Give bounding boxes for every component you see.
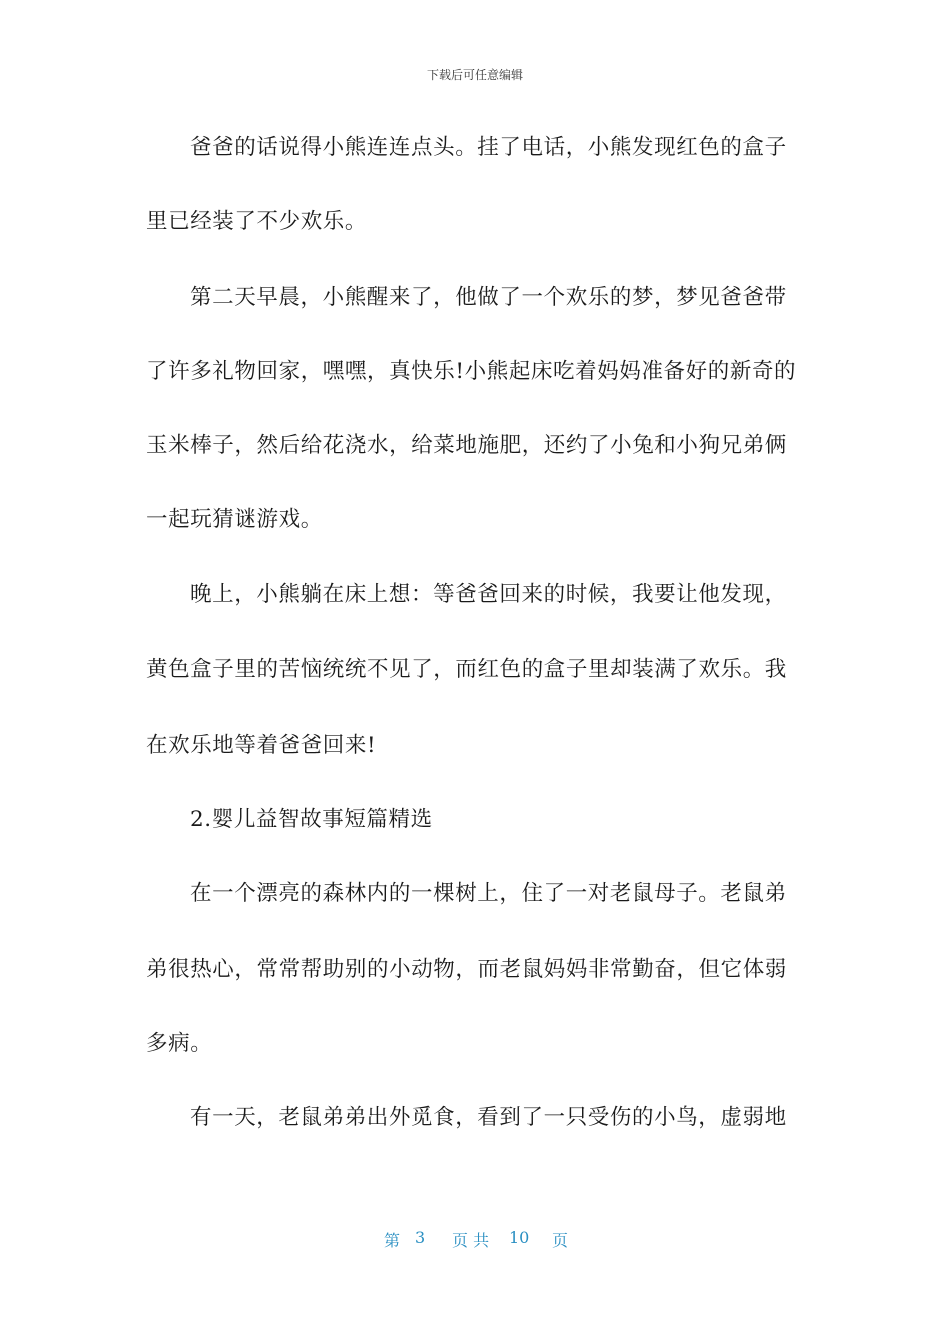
download-note: 下载后可任意编辑	[426, 68, 523, 82]
text-line-12: 弟很热心，常常帮助别的小动物，而老鼠妈妈非常勤奋，但它体弱	[146, 957, 787, 982]
text-line-11: 在一个漂亮的森林内的一棵树上，住了一对老鼠母子。老鼠弟	[190, 881, 787, 906]
text-line-8: 黄色盒子里的苦恼统统不见了，而红色的盒子里却装满了欢乐。我	[146, 657, 787, 682]
footer-ye: 页	[552, 1231, 569, 1250]
footer-di: 第	[384, 1231, 401, 1250]
text-line-2: 里已经装了不少欢乐。	[146, 209, 368, 234]
current-page-number: 3	[415, 1228, 426, 1247]
text-line-1: 爸爸的话说得小熊连连点头。挂了电话，小熊发现红色的盒子	[190, 135, 787, 160]
text-line-9: 在欢乐地等着爸爸回来!	[146, 733, 377, 758]
text-line-6: 一起玩猜谜游戏。	[146, 507, 323, 532]
text-line-3: 第二天早晨，小熊醒来了，他做了一个欢乐的梦，梦见爸爸带	[190, 285, 787, 310]
footer-ye-gong: 页 共	[452, 1231, 490, 1250]
text-line-13: 多病。	[146, 1031, 213, 1056]
text-line-14: 有一天，老鼠弟弟出外觅食，看到了一只受伤的小鸟，虚弱地	[190, 1105, 787, 1130]
text-line-4: 了许多礼物回家，嘿嘿，真快乐!小熊起床吃着妈妈准备好的新奇的	[146, 359, 797, 384]
section-heading: 2.婴儿益智故事短篇精选	[190, 807, 433, 832]
total-pages-number: 10	[509, 1228, 530, 1247]
text-line-5: 玉米棒子，然后给花浇水，给菜地施肥，还约了小兔和小狗兄弟俩	[146, 433, 787, 458]
text-line-7: 晚上，小熊躺在床上想：等爸爸回来的时候，我要让他发现，	[190, 582, 787, 607]
